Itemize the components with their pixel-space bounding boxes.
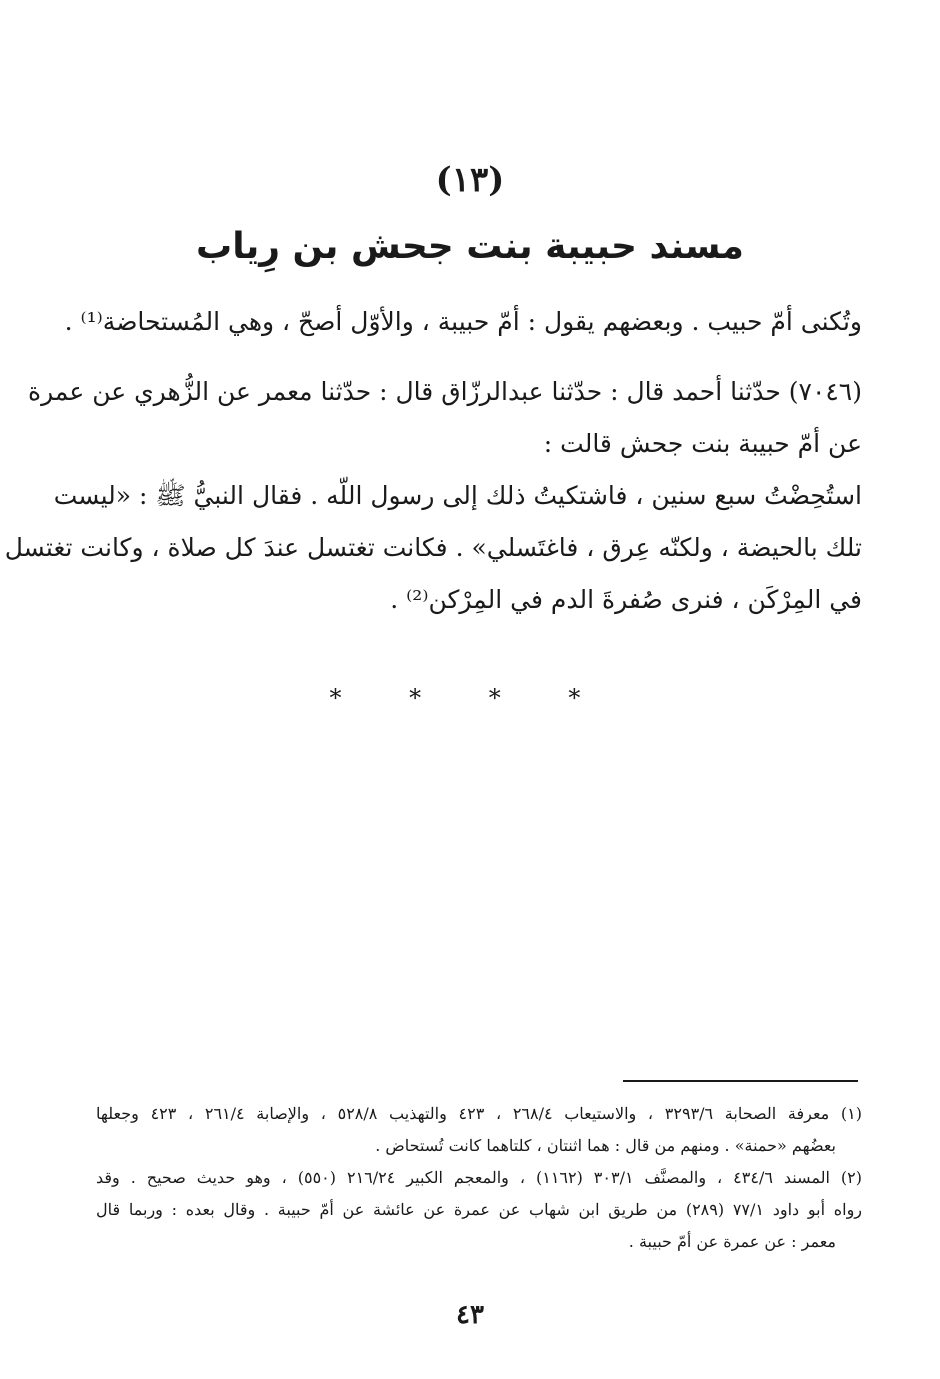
footnote-line: (٢) المسند ٤٣٤/٦ ، والمصنَّف ٣٠٣/١ (١١٦٢) ، والمعجم الكبير ٢١٦/٢٤ (٥٥٠) ، وهو حديث صحيح . وقد — [96, 1168, 863, 1187]
hadith-line: عن أمّ حبيبة بنت جحش قالت : — [543, 429, 862, 458]
footnotes — [96, 1098, 862, 1258]
intro-line: وتُكنى أمّ حبيب . وبعضهم يقول : أمّ حبيبة ، والأوّل أصحّ ، وهي المُستحاضة⁽¹⁾ . — [64, 307, 862, 336]
matn-line: تلك بالحيضة ، ولكنّه عِرق ، فاغتَسلي» . فكانت تغتسل عندَ كل صلاة ، وكانت تغتسل — [4, 533, 862, 562]
intro-paragraph — [64, 296, 862, 348]
matn-line: استُحِضْتُ سبع سنين ، فاشتكيتُ ذلك إلى رسول اللّه . فقال النبيُّ ﷺ : «ليست — [53, 481, 862, 510]
footnote-line: رواه أبو داود ٧٧/١ (٢٨٩) من طريق ابن شهاب عن عمرة عن عائشة عن أمّ حبيبة . وقال بعده : وربما قال — [96, 1200, 863, 1219]
footnote-line: (١) معرفة الصحابة ٣٢٩٣/٦ ، والاستيعاب ٢٦٨/٤ ، ٤٢٣ والتهذيب ٥٢٨/٨ ، والإصابة ٢٦١/٤ ، ٤٢٣ وجعلها — [96, 1104, 863, 1123]
page-number: ٤٣ — [456, 1300, 484, 1330]
hadith-line: (٧٠٤٦) حدّثنا أحمد قال : حدّثنا عبدالرزّاق قال : حدّثنا معمر عن الزُّهري عن عمرة — [28, 377, 862, 406]
chapter-number: (١٣) — [435, 160, 505, 200]
hadith-isnad-paragraph — [28, 366, 862, 470]
footnote-divider — [623, 1080, 858, 1082]
chapter-title: مسند حبيبة بنت جحش بن رِياب — [196, 226, 744, 267]
footnote-line: بعضُهم «حمنة» . ومنهم من قال : هما اثنتان ، كلتاهما كانت تُستحاض . — [375, 1136, 836, 1155]
hadith-matn-paragraph — [4, 470, 862, 626]
section-separator: * * * * — [329, 684, 611, 712]
matn-line: في المِرْكَن ، فنرى صُفرةَ الدم في المِرْكن⁽²⁾ . — [390, 585, 862, 614]
footnote-line: معمر : عن عمرة عن أمّ حبيبة . — [628, 1232, 836, 1251]
